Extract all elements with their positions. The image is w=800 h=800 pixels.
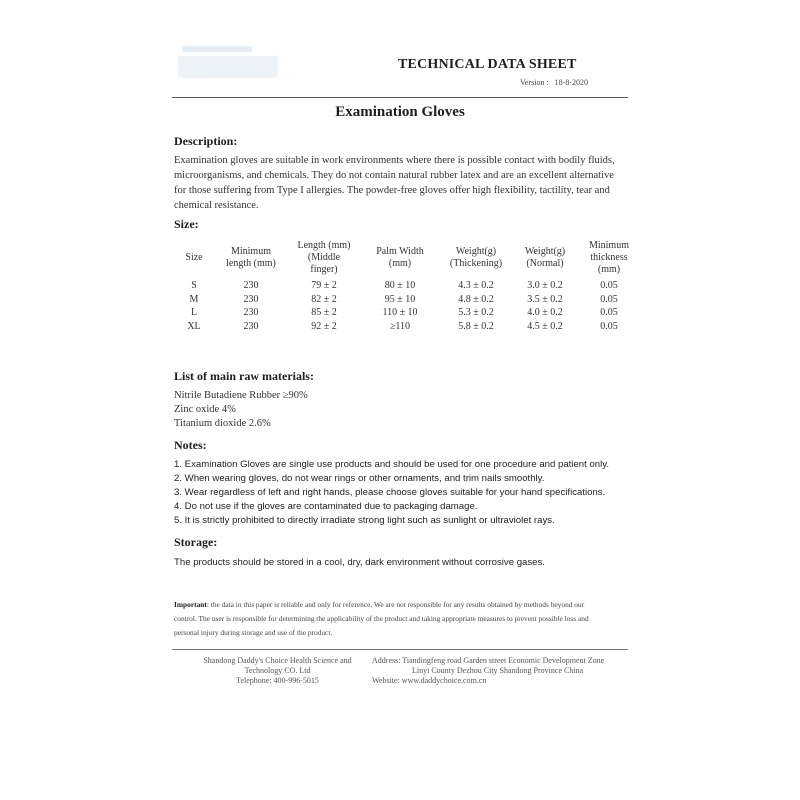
product-title: Examination Gloves (335, 104, 465, 120)
note-item: 3. Wear regardless of left and right hands, please choose gloves suitable for your hand specifications. (174, 487, 606, 498)
table-row: S 230 79 ± 2 80 ± 10 4.3 ± 0.2 3.0 ± 0.2 0.05 (191, 280, 618, 291)
note-item: 5. It is strictly prohibited to directly irradiate strong light such as sunlight or ultraviolet rays. (174, 515, 555, 526)
version-date: Version : 18-8-2020 (520, 78, 588, 87)
footer-divider (172, 649, 628, 650)
materials-heading: List of main raw materials: (174, 369, 314, 383)
header-divider (172, 97, 628, 98)
table-row: L 230 85 ± 2 110 ± 10 5.3 ± 0.2 4.0 ± 0.2 0.05 (190, 307, 618, 318)
note-item: 1. Examination Gloves are single use products and should be used for one procedure and patient only. (174, 459, 610, 470)
description-heading: Description: (174, 134, 238, 148)
important-notice: Important: the data in this paper is reliable and only for reference. We are not responsible for any results obtained by methods beyond our control. The user is responsible for determining the applicability of the product and taking appropriate measures to prevent possible loss and personal injury during storage and use of the product. (174, 600, 589, 637)
description-line: for those suffering from Type I allergies. The powder-free gloves offer high flexibility, tactility, tear and (174, 185, 610, 196)
description-text (174, 153, 630, 213)
col-header-length: Length (mm) (Middle finger) (297, 240, 351, 275)
document-title: TECHNICAL DATA SHEET (398, 57, 577, 72)
notes-list (174, 458, 634, 528)
storage-heading: Storage: (174, 535, 218, 549)
table-row: M 230 82 ± 2 95 ± 10 4.8 ± 0.2 3.5 ± 0.2 0.05 (189, 293, 618, 305)
table-row: XL 230 92 ± 2 ≥110 5.8 ± 0.2 4.5 ± 0.2 0.05 (187, 320, 618, 332)
size-table (174, 237, 640, 333)
size-heading: Size: (174, 217, 199, 231)
note-item: 4. Do not use if the gloves are contaminated due to packaging damage. (174, 501, 478, 512)
company-logo (178, 40, 282, 82)
footer-company: Shandong Daddy's Choice Health Science and Technology CO. Ltd Telephone: 400-996-5015 (203, 656, 352, 685)
description-line: Examination gloves are suitable in work environments where there is possible contact with bodily fluids, (174, 155, 615, 166)
footer-address: Address: Tiandingfeng road Garden street Economic Development Zone Linyi County Dezhou City Shandong Province China Website: www.daddychoice.com.cn (372, 656, 605, 685)
material-item: Titanium dioxide 2.6% (174, 418, 271, 429)
note-item: 2. When wearing gloves, do not wear rings or other ornaments, and trim nails smoothly. (174, 473, 545, 484)
notes-heading: Notes: (174, 438, 207, 452)
col-header-min-thickness: Minimum thickness (mm) (588, 240, 629, 275)
description-line: microorganisms, and chemicals. They do not contain natural rubber latex and are an excellent alternative (174, 170, 614, 181)
storage-text: The products should be stored in a cool, dry, dark environment without corrosive gases. (174, 557, 545, 568)
col-header-weight-normal: Weight(g) (Normal) (524, 246, 566, 269)
description-line: chemical resistance. (174, 200, 259, 211)
important-label: Important (174, 600, 207, 609)
col-header-weight-thickening: Weight(g) (Thickening) (449, 246, 503, 269)
material-item: Zinc oxide 4% (174, 404, 236, 415)
col-header-size: Size (185, 252, 203, 263)
col-header-palm-width: Palm Width (mm) (376, 246, 424, 269)
col-header-min-length: Minimum length (mm) (226, 246, 276, 269)
material-item: Nitrile Butadiene Rubber ≥90% (174, 390, 308, 401)
size-table-header (174, 237, 640, 279)
